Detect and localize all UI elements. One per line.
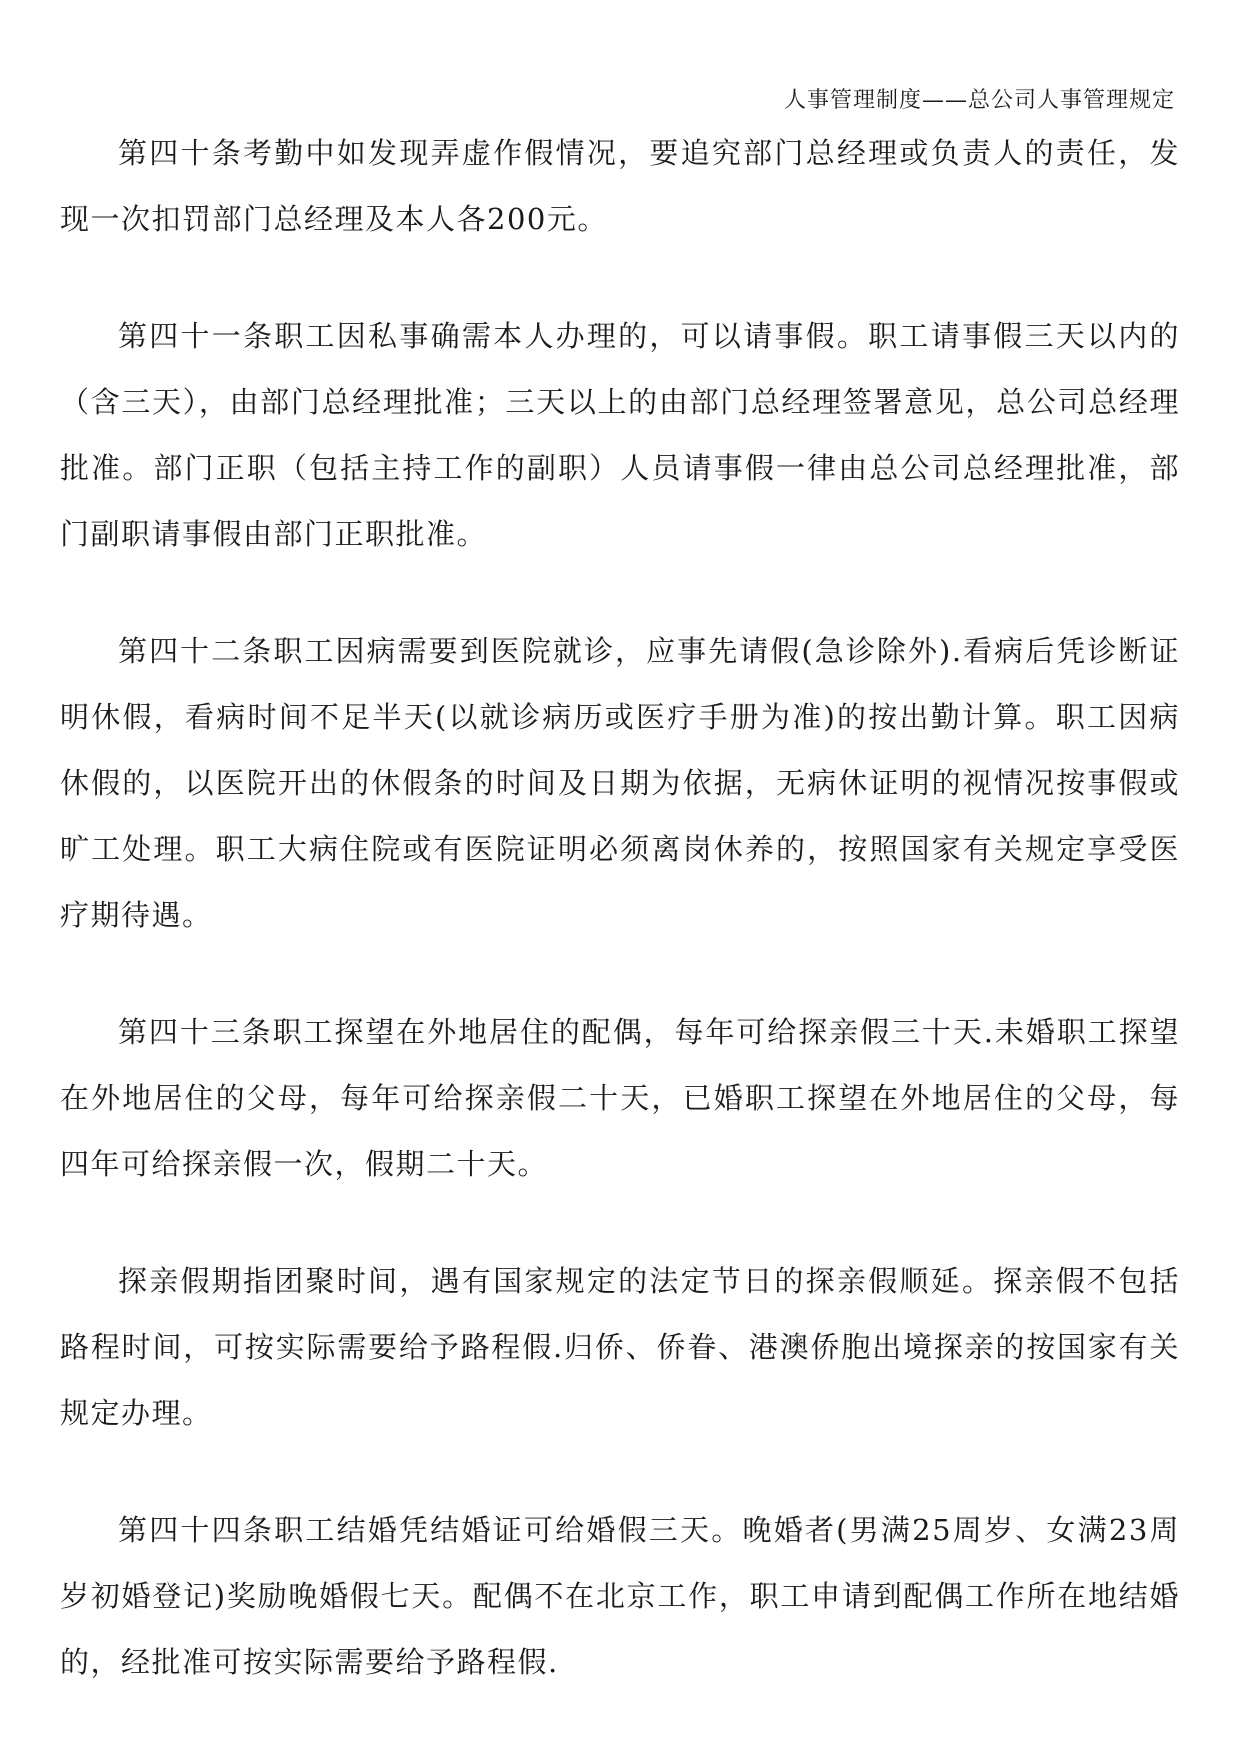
article-40-paragraph: 第四十条考勤中如发现弄虚作假情况，要追究部门总经理或负责人的责任，发现一次扣罚部门总经理及本人各200元。	[60, 136, 1180, 236]
document-body	[60, 120, 1180, 1695]
article-43-paragraph: 第四十三条职工探望在外地居住的配偶，每年可给探亲假三十天.未婚职工探望在外地居住的父母，每年可给探亲假二十天，已婚职工探望在外地居住的父母，每四年可给探亲假一次，假期二十天。	[60, 1015, 1180, 1181]
article-44-paragraph: 第四十四条职工结婚凭结婚证可给婚假三天。晚婚者(男满25周岁、女满23周岁初婚登记)奖励晚婚假七天。配偶不在北京工作，职工申请到配偶工作所在地结婚的，经批准可按实际需要给予路程假.	[60, 1513, 1180, 1679]
running-header: 人事管理制度——总公司人事管理规定	[783, 88, 1175, 113]
article-42-paragraph: 第四十二条职工因病需要到医院就诊，应事先请假(急诊除外).看病后凭诊断证明休假，看病时间不足半天(以就诊病历或医疗手册为准)的按出勤计算。职工因病休假的，以医院开出的休假条的时间及日期为依据，无病休证明的视情况按事假或旷工处理。职工大病住院或有医院证明必须离岗休养的，按照国家有关规定享受医疗期待遇。	[60, 634, 1180, 932]
article-41-paragraph: 第四十一条职工因私事确需本人办理的，可以请事假。职工请事假三天以内的（含三天），由部门总经理批准；三天以上的由部门总经理签署意见，总公司总经理批准。部门正职（包括主持工作的副职）人员请事假一律由总公司总经理批准，部门副职请事假由部门正职批准。	[60, 319, 1180, 551]
home-leave-paragraph: 探亲假期指团聚时间，遇有国家规定的法定节日的探亲假顺延。探亲假不包括路程时间，可按实际需要给予路程假.归侨、侨眷、港澳侨胞出境探亲的按国家有关规定办理。	[60, 1264, 1180, 1430]
